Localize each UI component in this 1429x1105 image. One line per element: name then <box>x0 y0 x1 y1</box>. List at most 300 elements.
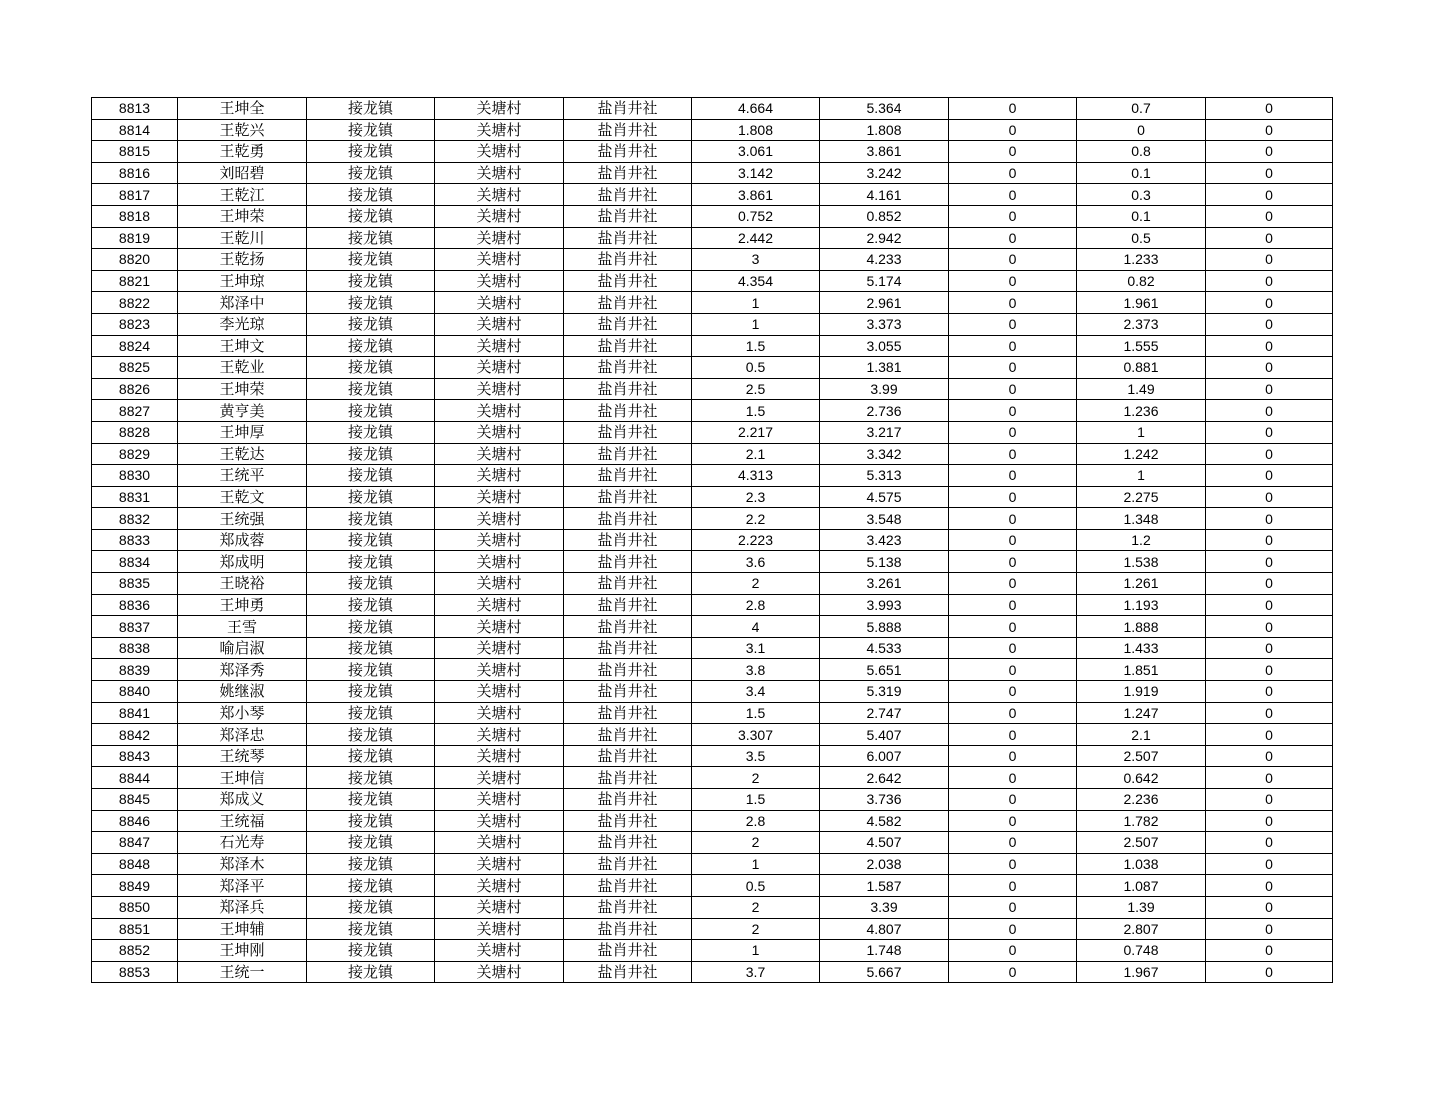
table-body <box>92 98 1333 983</box>
cell-town: 接龙镇 <box>307 227 435 249</box>
cell-village: 关塘村 <box>435 292 564 314</box>
cell-village: 关塘村 <box>435 335 564 357</box>
cell-name: 郑成蓉 <box>178 529 307 551</box>
cell-name: 姚继淑 <box>178 681 307 703</box>
cell-group: 盐肖井社 <box>564 249 692 271</box>
cell-v3: 0 <box>949 832 1077 854</box>
cell-v5: 0 <box>1206 810 1333 832</box>
cell-town: 接龙镇 <box>307 508 435 530</box>
cell-id: 8841 <box>92 702 178 724</box>
cell-village: 关塘村 <box>435 789 564 811</box>
cell-village: 关塘村 <box>435 832 564 854</box>
cell-group: 盐肖井社 <box>564 400 692 422</box>
cell-id: 8822 <box>92 292 178 314</box>
cell-v5: 0 <box>1206 745 1333 767</box>
cell-v2: 2.942 <box>820 227 949 249</box>
cell-v4: 0.748 <box>1077 940 1206 962</box>
cell-v2: 5.407 <box>820 724 949 746</box>
cell-v2: 1.808 <box>820 119 949 141</box>
cell-v1: 1.5 <box>692 400 820 422</box>
cell-v1: 1 <box>692 940 820 962</box>
cell-id: 8837 <box>92 616 178 638</box>
cell-id: 8826 <box>92 378 178 400</box>
cell-village: 关塘村 <box>435 637 564 659</box>
cell-town: 接龙镇 <box>307 184 435 206</box>
cell-town: 接龙镇 <box>307 918 435 940</box>
cell-v2: 6.007 <box>820 745 949 767</box>
cell-id: 8842 <box>92 724 178 746</box>
cell-town: 接龙镇 <box>307 270 435 292</box>
cell-v1: 1 <box>692 313 820 335</box>
cell-name: 王乾扬 <box>178 249 307 271</box>
table-row <box>92 335 1333 357</box>
cell-name: 王雪 <box>178 616 307 638</box>
table-row <box>92 702 1333 724</box>
cell-v1: 2.1 <box>692 443 820 465</box>
cell-group: 盐肖井社 <box>564 745 692 767</box>
cell-id: 8833 <box>92 529 178 551</box>
cell-group: 盐肖井社 <box>564 141 692 163</box>
cell-v3: 0 <box>949 508 1077 530</box>
cell-town: 接龙镇 <box>307 249 435 271</box>
cell-village: 关塘村 <box>435 119 564 141</box>
cell-name: 王坤信 <box>178 767 307 789</box>
cell-id: 8818 <box>92 205 178 227</box>
cell-v4: 1.782 <box>1077 810 1206 832</box>
cell-v5: 0 <box>1206 681 1333 703</box>
cell-town: 接龙镇 <box>307 832 435 854</box>
cell-v5: 0 <box>1206 313 1333 335</box>
table-row <box>92 810 1333 832</box>
cell-name: 王坤辅 <box>178 918 307 940</box>
cell-v4: 0.7 <box>1077 98 1206 120</box>
cell-v2: 3.242 <box>820 162 949 184</box>
cell-village: 关塘村 <box>435 205 564 227</box>
cell-v1: 3.7 <box>692 961 820 983</box>
cell-v1: 4.354 <box>692 270 820 292</box>
cell-v5: 0 <box>1206 875 1333 897</box>
cell-v4: 2.1 <box>1077 724 1206 746</box>
cell-group: 盐肖井社 <box>564 119 692 141</box>
cell-village: 关塘村 <box>435 702 564 724</box>
cell-v1: 1.5 <box>692 335 820 357</box>
cell-v4: 2.507 <box>1077 832 1206 854</box>
cell-v2: 2.747 <box>820 702 949 724</box>
cell-village: 关塘村 <box>435 724 564 746</box>
cell-group: 盐肖井社 <box>564 681 692 703</box>
cell-v2: 4.582 <box>820 810 949 832</box>
cell-v4: 0.642 <box>1077 767 1206 789</box>
cell-v4: 1.49 <box>1077 378 1206 400</box>
cell-v2: 3.342 <box>820 443 949 465</box>
cell-id: 8836 <box>92 594 178 616</box>
cell-v4: 1.961 <box>1077 292 1206 314</box>
cell-group: 盐肖井社 <box>564 378 692 400</box>
cell-id: 8824 <box>92 335 178 357</box>
cell-village: 关塘村 <box>435 681 564 703</box>
cell-v5: 0 <box>1206 637 1333 659</box>
cell-v5: 0 <box>1206 443 1333 465</box>
cell-v1: 3.061 <box>692 141 820 163</box>
cell-v4: 1.242 <box>1077 443 1206 465</box>
cell-v3: 0 <box>949 292 1077 314</box>
cell-group: 盐肖井社 <box>564 573 692 595</box>
cell-name: 郑泽秀 <box>178 659 307 681</box>
cell-v5: 0 <box>1206 98 1333 120</box>
cell-id: 8828 <box>92 421 178 443</box>
cell-group: 盐肖井社 <box>564 767 692 789</box>
cell-id: 8825 <box>92 357 178 379</box>
cell-group: 盐肖井社 <box>564 659 692 681</box>
cell-v4: 1.261 <box>1077 573 1206 595</box>
cell-v1: 3 <box>692 249 820 271</box>
cell-village: 关塘村 <box>435 141 564 163</box>
cell-v3: 0 <box>949 573 1077 595</box>
cell-v3: 0 <box>949 119 1077 141</box>
cell-v2: 1.748 <box>820 940 949 962</box>
cell-id: 8839 <box>92 659 178 681</box>
cell-v3: 0 <box>949 810 1077 832</box>
cell-v5: 0 <box>1206 270 1333 292</box>
cell-id: 8819 <box>92 227 178 249</box>
table-row <box>92 745 1333 767</box>
cell-v4: 1.233 <box>1077 249 1206 271</box>
cell-v3: 0 <box>949 616 1077 638</box>
cell-v2: 3.861 <box>820 141 949 163</box>
cell-v1: 1.808 <box>692 119 820 141</box>
cell-v3: 0 <box>949 270 1077 292</box>
cell-v1: 2.5 <box>692 378 820 400</box>
cell-v3: 0 <box>949 378 1077 400</box>
cell-id: 8834 <box>92 551 178 573</box>
cell-v1: 2.223 <box>692 529 820 551</box>
cell-group: 盐肖井社 <box>564 961 692 983</box>
cell-name: 王统福 <box>178 810 307 832</box>
cell-name: 王乾文 <box>178 486 307 508</box>
cell-v5: 0 <box>1206 335 1333 357</box>
cell-v5: 0 <box>1206 616 1333 638</box>
cell-group: 盐肖井社 <box>564 184 692 206</box>
cell-village: 关塘村 <box>435 270 564 292</box>
cell-group: 盐肖井社 <box>564 357 692 379</box>
table-row <box>92 486 1333 508</box>
cell-v2: 1.587 <box>820 875 949 897</box>
table-row <box>92 292 1333 314</box>
cell-v4: 1.236 <box>1077 400 1206 422</box>
cell-v2: 4.575 <box>820 486 949 508</box>
cell-town: 接龙镇 <box>307 637 435 659</box>
cell-town: 接龙镇 <box>307 875 435 897</box>
cell-id: 8844 <box>92 767 178 789</box>
cell-town: 接龙镇 <box>307 119 435 141</box>
cell-town: 接龙镇 <box>307 357 435 379</box>
cell-v2: 3.39 <box>820 896 949 918</box>
cell-name: 王乾达 <box>178 443 307 465</box>
cell-v4: 2.275 <box>1077 486 1206 508</box>
cell-v4: 2.373 <box>1077 313 1206 335</box>
cell-v3: 0 <box>949 227 1077 249</box>
cell-v3: 0 <box>949 745 1077 767</box>
table-row <box>92 162 1333 184</box>
cell-v3: 0 <box>949 249 1077 271</box>
cell-v3: 0 <box>949 98 1077 120</box>
table-row <box>92 508 1333 530</box>
cell-v1: 2.8 <box>692 810 820 832</box>
table-row <box>92 681 1333 703</box>
cell-v3: 0 <box>949 961 1077 983</box>
cell-id: 8847 <box>92 832 178 854</box>
cell-town: 接龙镇 <box>307 98 435 120</box>
table-row <box>92 205 1333 227</box>
cell-group: 盐肖井社 <box>564 616 692 638</box>
cell-village: 关塘村 <box>435 227 564 249</box>
cell-id: 8848 <box>92 853 178 875</box>
cell-group: 盐肖井社 <box>564 702 692 724</box>
cell-town: 接龙镇 <box>307 465 435 487</box>
cell-village: 关塘村 <box>435 486 564 508</box>
cell-v5: 0 <box>1206 465 1333 487</box>
cell-group: 盐肖井社 <box>564 508 692 530</box>
cell-v2: 3.993 <box>820 594 949 616</box>
cell-v5: 0 <box>1206 896 1333 918</box>
cell-v1: 1 <box>692 292 820 314</box>
cell-v4: 1 <box>1077 421 1206 443</box>
table-row <box>92 227 1333 249</box>
cell-village: 关塘村 <box>435 875 564 897</box>
cell-v2: 3.736 <box>820 789 949 811</box>
cell-town: 接龙镇 <box>307 681 435 703</box>
cell-v5: 0 <box>1206 162 1333 184</box>
cell-v3: 0 <box>949 421 1077 443</box>
cell-v2: 3.373 <box>820 313 949 335</box>
cell-v5: 0 <box>1206 205 1333 227</box>
cell-v1: 2 <box>692 573 820 595</box>
cell-group: 盐肖井社 <box>564 594 692 616</box>
cell-v1: 3.861 <box>692 184 820 206</box>
cell-v4: 0.881 <box>1077 357 1206 379</box>
cell-v1: 2 <box>692 896 820 918</box>
cell-v4: 1.087 <box>1077 875 1206 897</box>
cell-v3: 0 <box>949 637 1077 659</box>
cell-group: 盐肖井社 <box>564 443 692 465</box>
cell-v5: 0 <box>1206 724 1333 746</box>
cell-town: 接龙镇 <box>307 767 435 789</box>
cell-id: 8814 <box>92 119 178 141</box>
cell-id: 8840 <box>92 681 178 703</box>
cell-id: 8830 <box>92 465 178 487</box>
cell-village: 关塘村 <box>435 853 564 875</box>
cell-group: 盐肖井社 <box>564 551 692 573</box>
cell-v3: 0 <box>949 875 1077 897</box>
cell-name: 王坤荣 <box>178 378 307 400</box>
cell-town: 接龙镇 <box>307 702 435 724</box>
cell-name: 王坤荣 <box>178 205 307 227</box>
cell-v5: 0 <box>1206 767 1333 789</box>
cell-name: 王坤勇 <box>178 594 307 616</box>
cell-town: 接龙镇 <box>307 745 435 767</box>
cell-v5: 0 <box>1206 249 1333 271</box>
table-row <box>92 940 1333 962</box>
cell-name: 王统琴 <box>178 745 307 767</box>
cell-v2: 4.233 <box>820 249 949 271</box>
cell-town: 接龙镇 <box>307 616 435 638</box>
cell-name: 王坤琼 <box>178 270 307 292</box>
cell-v5: 0 <box>1206 832 1333 854</box>
cell-village: 关塘村 <box>435 616 564 638</box>
cell-name: 王坤文 <box>178 335 307 357</box>
cell-v4: 1.967 <box>1077 961 1206 983</box>
cell-village: 关塘村 <box>435 421 564 443</box>
table-row <box>92 918 1333 940</box>
cell-id: 8850 <box>92 896 178 918</box>
table-row <box>92 529 1333 551</box>
cell-town: 接龙镇 <box>307 594 435 616</box>
cell-group: 盐肖井社 <box>564 205 692 227</box>
cell-v5: 0 <box>1206 378 1333 400</box>
cell-id: 8813 <box>92 98 178 120</box>
cell-name: 王坤全 <box>178 98 307 120</box>
cell-group: 盐肖井社 <box>564 529 692 551</box>
cell-v4: 0 <box>1077 119 1206 141</box>
cell-village: 关塘村 <box>435 745 564 767</box>
cell-town: 接龙镇 <box>307 724 435 746</box>
cell-v5: 0 <box>1206 961 1333 983</box>
cell-v4: 1.851 <box>1077 659 1206 681</box>
cell-v3: 0 <box>949 443 1077 465</box>
cell-name: 郑泽兵 <box>178 896 307 918</box>
cell-v5: 0 <box>1206 119 1333 141</box>
cell-town: 接龙镇 <box>307 573 435 595</box>
cell-town: 接龙镇 <box>307 141 435 163</box>
cell-v3: 0 <box>949 205 1077 227</box>
cell-village: 关塘村 <box>435 465 564 487</box>
table-row <box>92 465 1333 487</box>
cell-village: 关塘村 <box>435 529 564 551</box>
cell-town: 接龙镇 <box>307 313 435 335</box>
cell-v4: 0.3 <box>1077 184 1206 206</box>
cell-town: 接龙镇 <box>307 940 435 962</box>
cell-town: 接龙镇 <box>307 205 435 227</box>
cell-town: 接龙镇 <box>307 400 435 422</box>
cell-name: 王乾业 <box>178 357 307 379</box>
table-row <box>92 789 1333 811</box>
cell-v5: 0 <box>1206 292 1333 314</box>
cell-town: 接龙镇 <box>307 896 435 918</box>
cell-v3: 0 <box>949 551 1077 573</box>
cell-village: 关塘村 <box>435 810 564 832</box>
cell-town: 接龙镇 <box>307 789 435 811</box>
cell-v2: 2.642 <box>820 767 949 789</box>
table-row <box>92 896 1333 918</box>
cell-v5: 0 <box>1206 789 1333 811</box>
table-row <box>92 616 1333 638</box>
cell-town: 接龙镇 <box>307 443 435 465</box>
cell-name: 李光琼 <box>178 313 307 335</box>
cell-village: 关塘村 <box>435 961 564 983</box>
cell-v1: 2.3 <box>692 486 820 508</box>
cell-v4: 0.1 <box>1077 162 1206 184</box>
cell-name: 郑泽木 <box>178 853 307 875</box>
cell-v3: 0 <box>949 529 1077 551</box>
cell-v4: 1.433 <box>1077 637 1206 659</box>
cell-name: 郑成明 <box>178 551 307 573</box>
cell-v1: 3.1 <box>692 637 820 659</box>
cell-v1: 2 <box>692 832 820 854</box>
table-row <box>92 313 1333 335</box>
cell-group: 盐肖井社 <box>564 465 692 487</box>
cell-group: 盐肖井社 <box>564 227 692 249</box>
cell-group: 盐肖井社 <box>564 98 692 120</box>
cell-village: 关塘村 <box>435 184 564 206</box>
cell-v4: 1 <box>1077 465 1206 487</box>
cell-v2: 5.313 <box>820 465 949 487</box>
cell-v5: 0 <box>1206 400 1333 422</box>
cell-v4: 2.807 <box>1077 918 1206 940</box>
cell-name: 王乾川 <box>178 227 307 249</box>
cell-v5: 0 <box>1206 551 1333 573</box>
cell-village: 关塘村 <box>435 98 564 120</box>
cell-v3: 0 <box>949 896 1077 918</box>
cell-v3: 0 <box>949 659 1077 681</box>
table-row <box>92 853 1333 875</box>
cell-town: 接龙镇 <box>307 378 435 400</box>
table-row <box>92 443 1333 465</box>
cell-name: 王统强 <box>178 508 307 530</box>
cell-v2: 5.364 <box>820 98 949 120</box>
cell-v3: 0 <box>949 465 1077 487</box>
cell-id: 8816 <box>92 162 178 184</box>
cell-town: 接龙镇 <box>307 529 435 551</box>
cell-v4: 1.193 <box>1077 594 1206 616</box>
cell-v4: 1.2 <box>1077 529 1206 551</box>
cell-name: 郑泽平 <box>178 875 307 897</box>
cell-v5: 0 <box>1206 421 1333 443</box>
cell-town: 接龙镇 <box>307 162 435 184</box>
table-row <box>92 400 1333 422</box>
cell-v1: 2.8 <box>692 594 820 616</box>
table-row <box>92 961 1333 983</box>
cell-v4: 2.236 <box>1077 789 1206 811</box>
table-row <box>92 119 1333 141</box>
cell-v3: 0 <box>949 486 1077 508</box>
cell-v5: 0 <box>1206 141 1333 163</box>
cell-v1: 3.5 <box>692 745 820 767</box>
cell-id: 8846 <box>92 810 178 832</box>
cell-village: 关塘村 <box>435 940 564 962</box>
cell-id: 8835 <box>92 573 178 595</box>
cell-v1: 1.5 <box>692 702 820 724</box>
table-row <box>92 659 1333 681</box>
cell-v2: 5.667 <box>820 961 949 983</box>
data-table <box>91 97 1333 983</box>
cell-v3: 0 <box>949 702 1077 724</box>
cell-village: 关塘村 <box>435 162 564 184</box>
cell-town: 接龙镇 <box>307 810 435 832</box>
cell-group: 盐肖井社 <box>564 421 692 443</box>
cell-village: 关塘村 <box>435 767 564 789</box>
cell-v2: 5.651 <box>820 659 949 681</box>
cell-v4: 1.538 <box>1077 551 1206 573</box>
cell-v3: 0 <box>949 357 1077 379</box>
cell-id: 8849 <box>92 875 178 897</box>
cell-town: 接龙镇 <box>307 486 435 508</box>
cell-v1: 2 <box>692 767 820 789</box>
cell-group: 盐肖井社 <box>564 292 692 314</box>
cell-v1: 2.217 <box>692 421 820 443</box>
cell-v4: 1.348 <box>1077 508 1206 530</box>
table-row <box>92 98 1333 120</box>
cell-v4: 2.507 <box>1077 745 1206 767</box>
